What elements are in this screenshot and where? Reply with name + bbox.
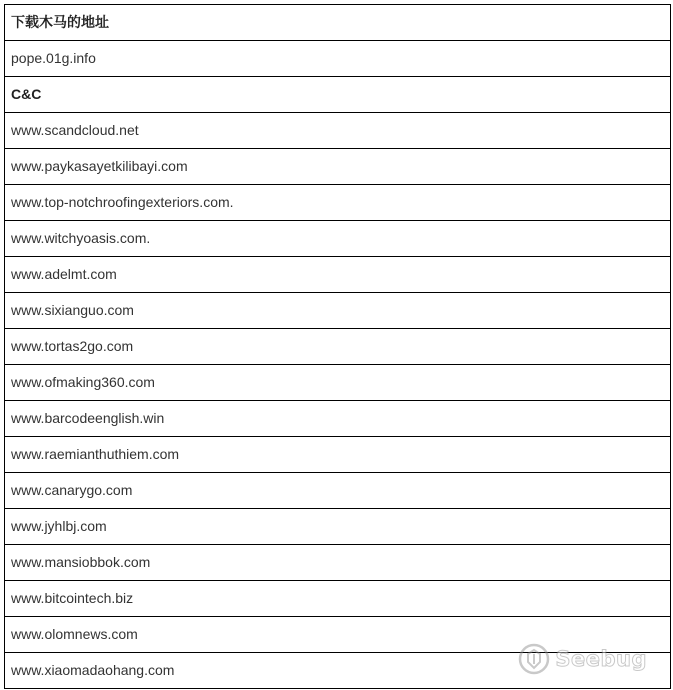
table-row — [5, 41, 671, 77]
domain-cell: www.raemianthuthiem.com — [5, 437, 671, 473]
table-row — [5, 293, 671, 329]
domain-cell: www.ofmaking360.com — [5, 365, 671, 401]
domain-cell: www.xiaomadaohang.com — [5, 653, 671, 689]
watermark-text: Seebug — [555, 647, 647, 671]
table-row — [5, 149, 671, 185]
domain-cell: www.olomnews.com — [5, 617, 671, 653]
table-row — [5, 221, 671, 257]
table-row — [5, 257, 671, 293]
table-row — [5, 185, 671, 221]
ioc-table — [4, 4, 671, 689]
domain-cell: www.witchyoasis.com. — [5, 221, 671, 257]
domain-cell: www.adelmt.com — [5, 257, 671, 293]
section-header-cnc: C&C — [5, 77, 671, 113]
domain-cell: www.canarygo.com — [5, 473, 671, 509]
domain-cell: www.jyhlbj.com — [5, 509, 671, 545]
table-row — [5, 329, 671, 365]
domain-cell: www.top-notchroofingexteriors.com. — [5, 185, 671, 221]
domain-cell: www.tortas2go.com — [5, 329, 671, 365]
seebug-logo-icon — [517, 642, 551, 676]
table-row — [5, 581, 671, 617]
domain-cell: www.mansiobbok.com — [5, 545, 671, 581]
table-row — [5, 365, 671, 401]
seebug-watermark — [517, 642, 647, 676]
table-row — [5, 113, 671, 149]
section-header-download-address: 下载木马的地址 — [5, 5, 671, 41]
domain-cell: www.bitcointech.biz — [5, 581, 671, 617]
domain-cell: www.sixianguo.com — [5, 293, 671, 329]
domain-cell: www.paykasayetkilibayi.com — [5, 149, 671, 185]
table-row — [5, 437, 671, 473]
domain-cell: www.barcodeenglish.win — [5, 401, 671, 437]
table-row — [5, 5, 671, 41]
table-row — [5, 401, 671, 437]
table-row — [5, 473, 671, 509]
domain-cell: www.scandcloud.net — [5, 113, 671, 149]
table-row — [5, 545, 671, 581]
table-row — [5, 509, 671, 545]
domain-cell: pope.01g.info — [5, 41, 671, 77]
table-row — [5, 77, 671, 113]
